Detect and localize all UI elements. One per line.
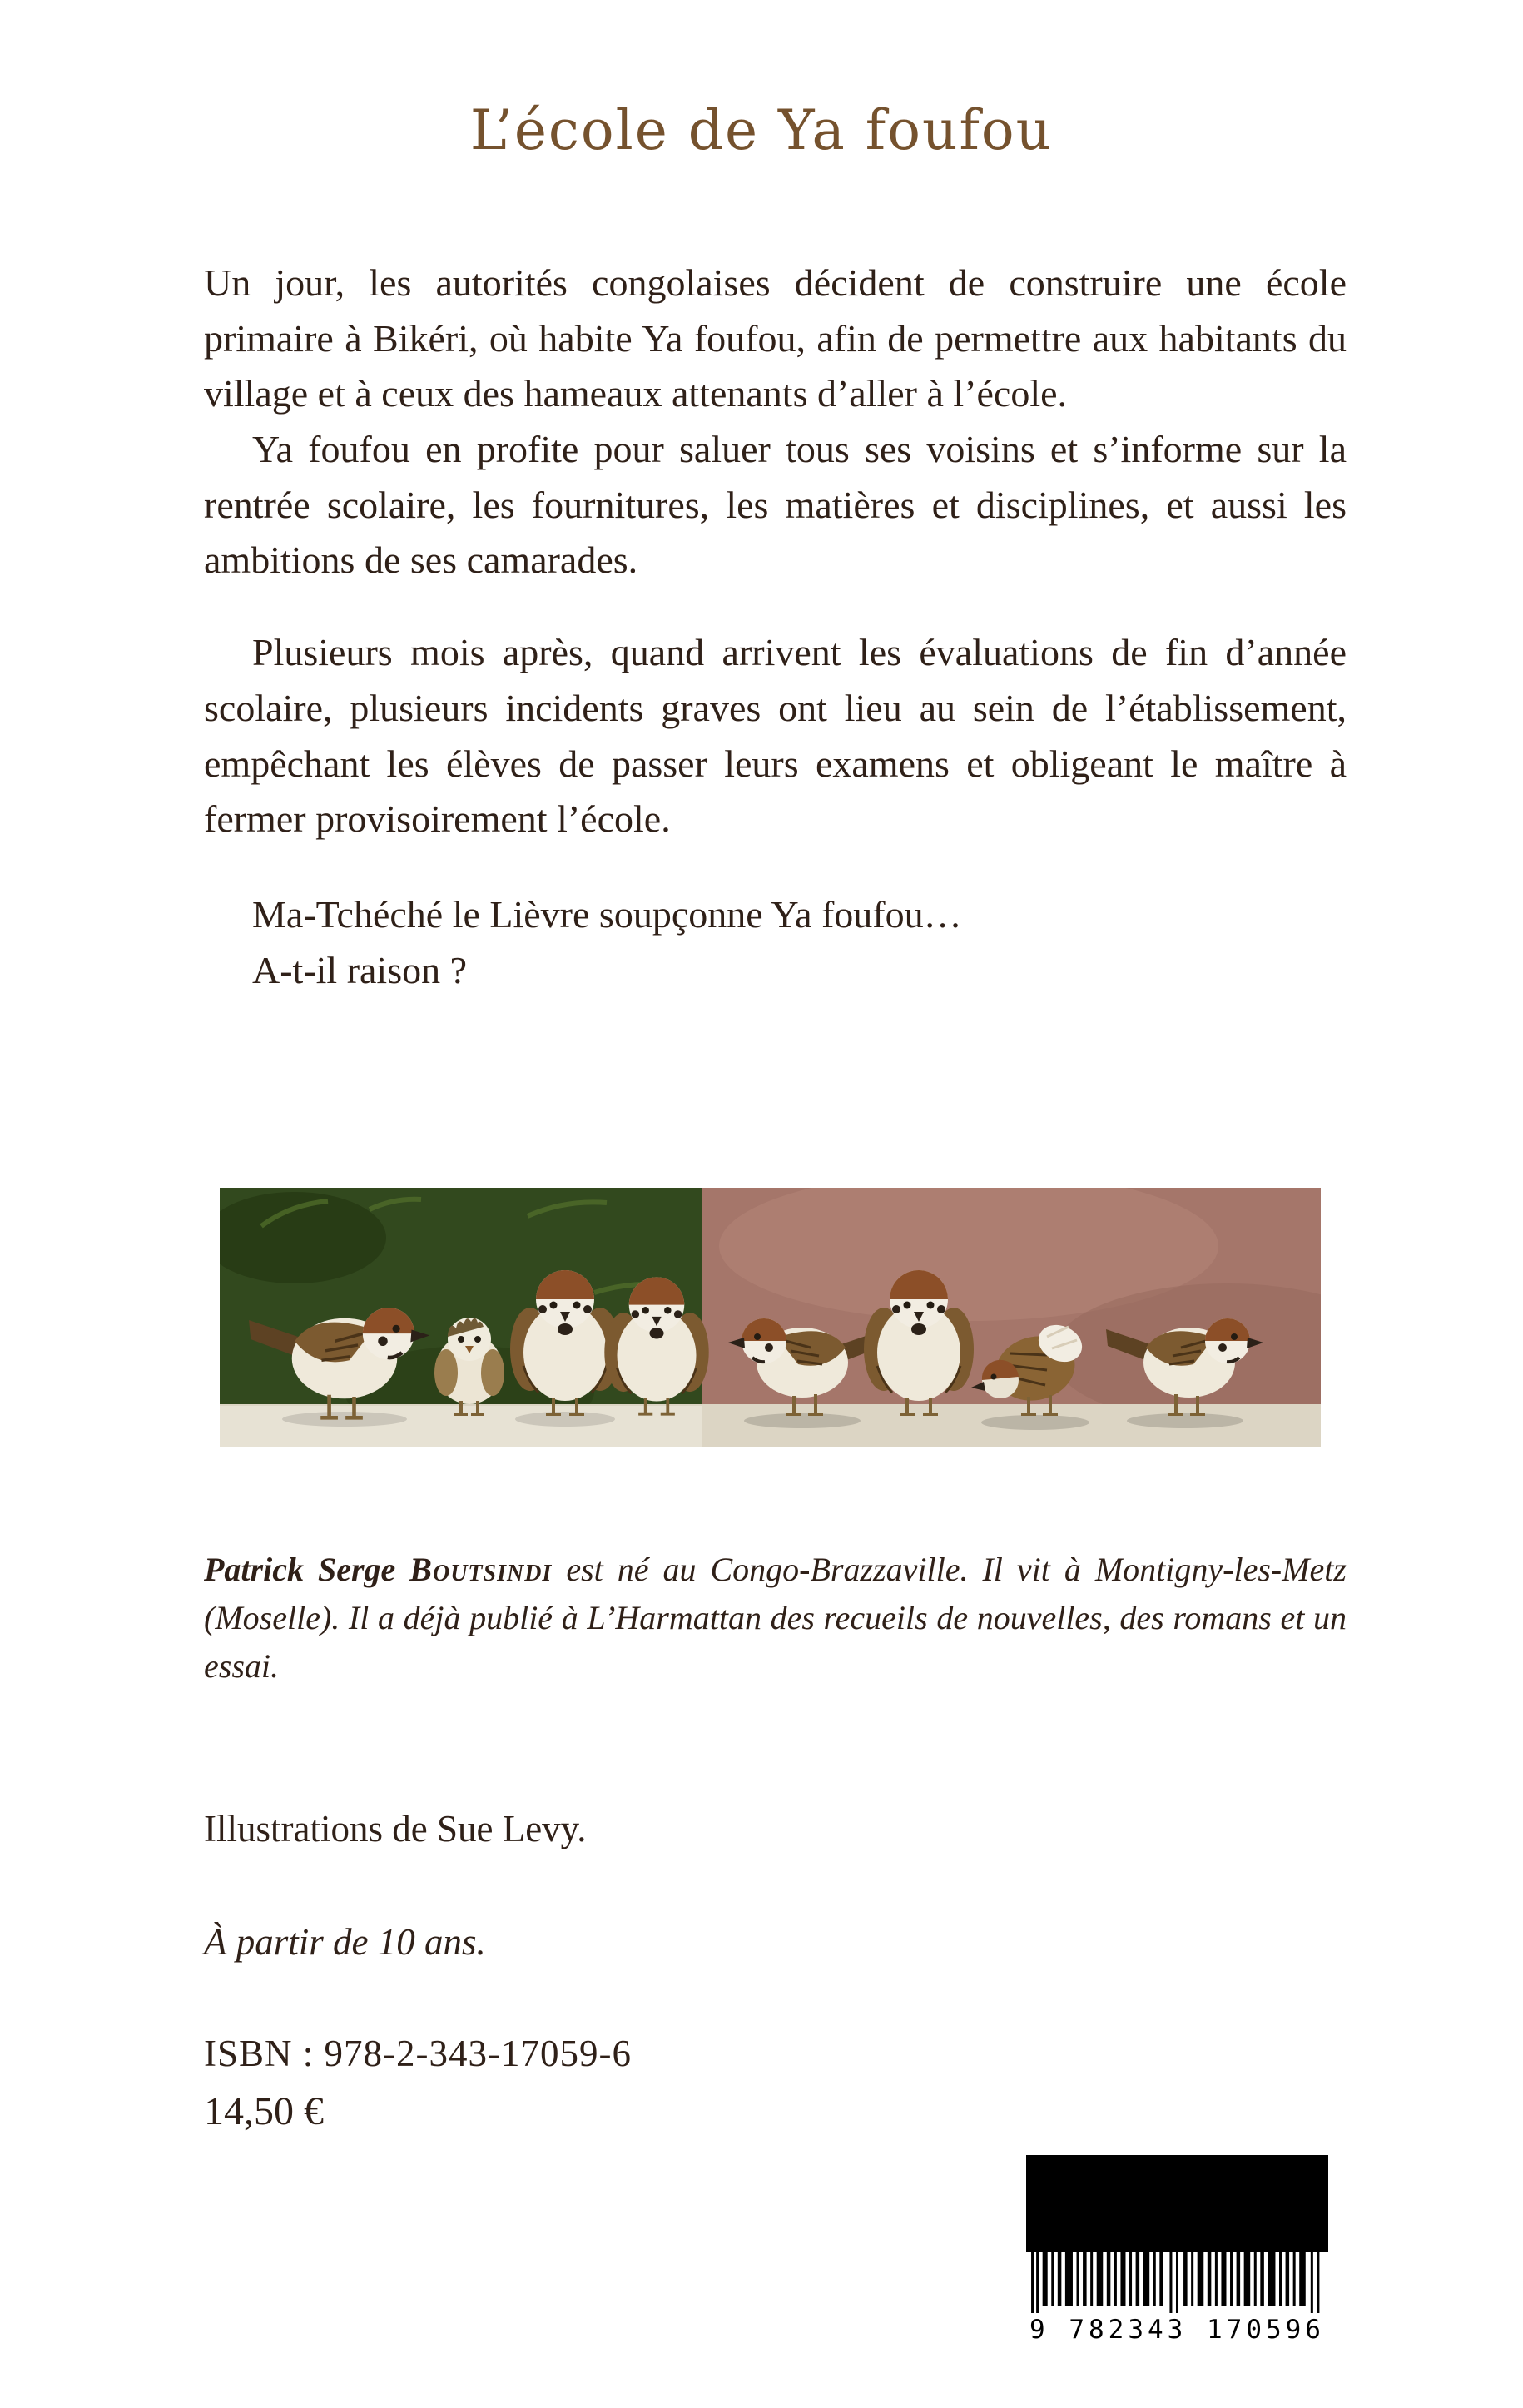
sparrows-illustration bbox=[220, 1188, 1321, 1447]
author-first-names: Patrick Serge bbox=[204, 1551, 410, 1589]
synopsis-paragraph-2: Ya foufou en profite pour saluer tous ses voisins et s’informe sur la rentrée scolaire, les fournitures, les matières et disciplines, et aussi les ambitions de ses camarades. bbox=[204, 428, 1347, 582]
barcode-bars bbox=[1026, 2252, 1328, 2313]
book-title: L’école de Ya foufou bbox=[469, 98, 1054, 162]
author-bio bbox=[204, 1546, 1347, 1691]
barcode bbox=[1026, 2155, 1328, 2347]
barcode-black-block bbox=[1026, 2155, 1328, 2252]
synopsis bbox=[204, 256, 1347, 998]
price: 14,50 € bbox=[204, 2089, 324, 2134]
synopsis-hook bbox=[204, 887, 1347, 998]
synopsis-paragraph-1: Un jour, les autorités congolaises décident de construire une école primaire à Bikéri, où habite Ya foufou, afin de permettre aux habitants du village et à ceux des hameaux attenants d’aller à l’école. bbox=[204, 261, 1347, 415]
barcode-number: 9 782343 170596 bbox=[1026, 2313, 1328, 2346]
synopsis-paragraph-3: Plusieurs mois après, quand arrivent les évaluations de fin d’année scolaire, plusieurs incidents graves ont lieu au sein de l’établissement, empêchant les élèves de passer leurs examens et obligeant le maître à fermer provisoirement l’école. bbox=[204, 631, 1347, 841]
isbn: ISBN : 978-2-343-17059-6 bbox=[204, 2033, 632, 2075]
author-surname: Boutsindi bbox=[409, 1551, 553, 1589]
hook-line-1: Ma-Tchéché le Lièvre soupçonne Ya foufou… bbox=[252, 892, 962, 936]
book-back-cover bbox=[0, 98, 1523, 2408]
sparrows-painting-svg bbox=[220, 1188, 1321, 1447]
author-bio-text: est né au Congo-Brazzaville. Il vit à Montigny-les-Metz (Moselle). Il a déjà publié à L’Harmattan des recueils de nouvelles, des romans et un essai. bbox=[204, 1551, 1347, 1686]
age-recommendation: À partir de 10 ans. bbox=[204, 1921, 486, 1964]
illustrator-credit: Illustrations de Sue Levy. bbox=[204, 1808, 587, 1850]
hook-line-2: A-t-il raison ? bbox=[252, 948, 468, 991]
